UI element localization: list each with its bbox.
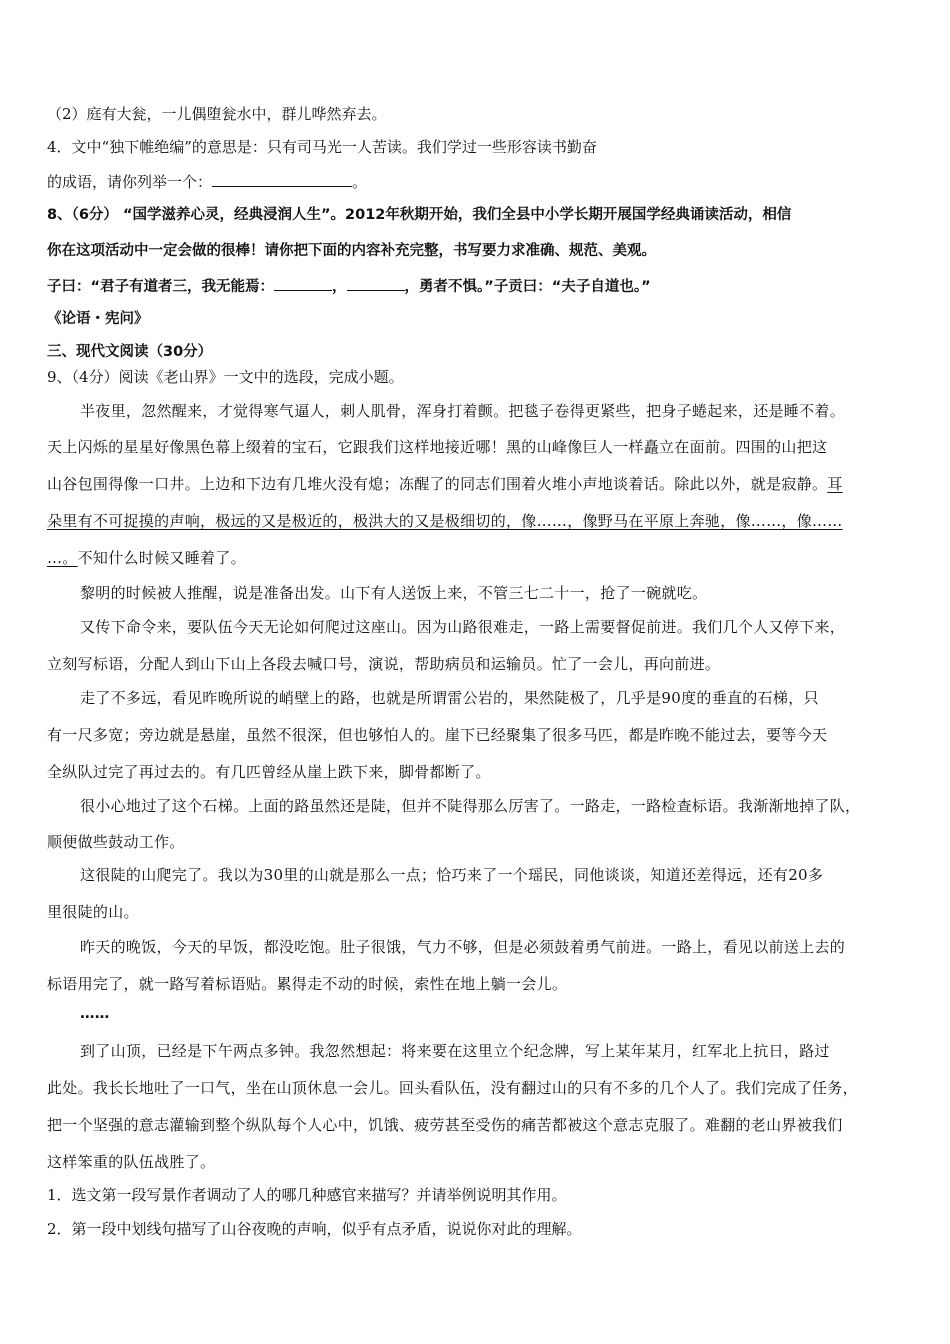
passage-p8-line2: 此处。我长长地吐了一口气，坐在山顶休息一会儿。回头看队伍，没有翻过山的只有不多的几个人了。我们完成了任务， (47, 1079, 858, 1097)
passage-p7-line1: 昨天的晚饭，今天的早饭，都没吃饱。肚子很饿，气力不够，但是必须鼓着勇气前进。一路上，看见以前送上去的 (80, 938, 846, 956)
underlined-sentence-middle: 朵里有不可捉摸的声响，极远的又是极近的，极洪大的又是极细切的，像……，像野马在平原上奔驰，像……，像…… (47, 512, 843, 530)
sub-question-2: 2．第一段中划线句描写了山谷夜晚的声响，似乎有点矛盾，说说你对此的理解。 (47, 1220, 582, 1238)
q8-quote-part1: 子曰：“君子有道者三，我无能焉： (47, 279, 275, 295)
passage-p3-line2: 立刻写标语，分配人到山下山上各段去喊口号，演说，帮助病员和运输员。忙了一会儿，再向前进。 (47, 655, 721, 673)
passage-p8-line3: 把一个坚强的意志灌输到整个纵队每个人心中，饥饿、疲劳甚至受伤的痛苦都被这个意志克服了。难翻的老山界被我们 (47, 1116, 843, 1134)
passage-p7-line2: 标语用完了，就一路写着标语贴。累得走不动的时候，索性在地上躺一会儿。 (47, 975, 568, 993)
q8-separator: ， (332, 279, 347, 295)
passage-p3-line1: 又传下命令来，要队伍今天无论如何爬过这座山。因为山路很难走，一路上需要督促前进。我们几个人又停下来， (80, 618, 846, 636)
q8-source: 《论语・宪问》 (47, 311, 149, 327)
q8-line3 (47, 275, 651, 297)
q8-quote-part2: ，勇者不惧。”子贡曰：“夫子自道也。” (404, 279, 651, 295)
passage-p1-line5 (47, 548, 246, 568)
q3-item2: （2）庭有大瓮，一儿偶堕瓮水中，群儿哗然弃去。 (47, 105, 387, 123)
q4-answer-blank[interactable] (212, 171, 352, 187)
q4-prefix: 的成语，请你列举一个： (47, 173, 213, 191)
passage-p1-line3 (47, 474, 843, 494)
q9-intro: 9、（4分）阅读《老山界》一文中的选段，完成小题。 (47, 368, 404, 386)
underlined-sentence-end: …。 (47, 549, 78, 567)
q8-line2: 你在这项活动中一定会做的很棒！请你把下面的内容补充完整，书写要力求准确、规范、美观。 (47, 243, 656, 259)
passage-p1-line3-text: 山谷包围得像一口井。上边和下边有几堆火没有熄；冻醒了的同志们围着火堆小声地谈着话。除此以外，就是寂静。 (47, 475, 828, 493)
passage-p4-line3: 全纵队过完了再过去的。有几匹曾经从崖上跌下来，脚骨都断了。 (47, 763, 491, 781)
passage-p4-line2: 有一尺多宽；旁边就是悬崖，虽然不很深，但也够怕人的。崖下已经聚集了很多马匹，都是昨晚不能过去，要等今天 (47, 726, 828, 744)
q4-suffix: 。 (352, 173, 368, 191)
underlined-sentence-start: 耳 (827, 475, 843, 493)
passage-p5-line1: 很小心地过了这个石梯。上面的路虽然还是陡，但并不陡得那么厉害了。一路走，一路检查标语。我渐渐地掉了队， (80, 797, 861, 815)
passage-p8-line4: 这样笨重的队伍战胜了。 (47, 1153, 216, 1171)
q4-line2 (47, 171, 367, 192)
passage-p8-line1: 到了山顶，已经是下午两点多钟。我忽然想起：将来要在这里立个纪念牌，写上某年某月，红军北上抗日，路过 (80, 1042, 830, 1060)
q4-line1: 4．文中“独下帷绝编”的意思是：只有司马光一人苦读。我们学过一些形容读书勤奋 (47, 138, 597, 156)
section3-heading: 三、现代文阅读（30分） (47, 344, 213, 360)
q8-answer-blank-2[interactable] (347, 275, 405, 291)
passage-p1-line1: 半夜里，忽然醒来，才觉得寒气逼人，刺人肌骨，浑身打着颤。把毯子卷得更紧些，把身子蜷起来，还是睡不着。 (80, 402, 846, 420)
passage-p2: 黎明的时候被人推醒，说是准备出发。山下有人送饭上来，不管三七二十一，抢了一碗就吃。 (80, 584, 708, 602)
passage-p4-line1: 走了不多远，看见昨晚所说的峭壁上的路，也就是所谓雷公岩的，果然陡极了，几乎是90度的垂直的石梯，只 (80, 689, 819, 707)
sub-question-1: 1．选文第一段写景作者调动了人的哪几种感官来描写？并请举例说明其作用。 (47, 1186, 567, 1204)
passage-p1-line5-text: 不知什么时候又睡着了。 (77, 549, 246, 567)
passage-p6-line1: 这很陡的山爬完了。我以为30里的山就是那么一点；恰巧来了一个瑶民，同他谈谈，知道还差得远，还有20多 (80, 866, 824, 884)
q8-line1: 8、（6分） “国学滋养心灵，经典浸润人生”。2012年秋期开始，我们全县中小学长期开展国学经典诵读活动，相信 (47, 207, 792, 223)
passage-p5-line2: 顺便做些鼓动工作。 (47, 833, 185, 851)
passage-ellipsis: …… (80, 1006, 110, 1022)
passage-p6-line2: 里很陡的山。 (47, 903, 139, 921)
passage-p1-line2: 天上闪烁的星星好像黑色幕上缀着的宝石，它跟我们这样地接近哪！黑的山峰像巨人一样矗立在面前。四围的山把这 (47, 438, 828, 456)
q8-answer-blank-1[interactable] (274, 275, 332, 291)
